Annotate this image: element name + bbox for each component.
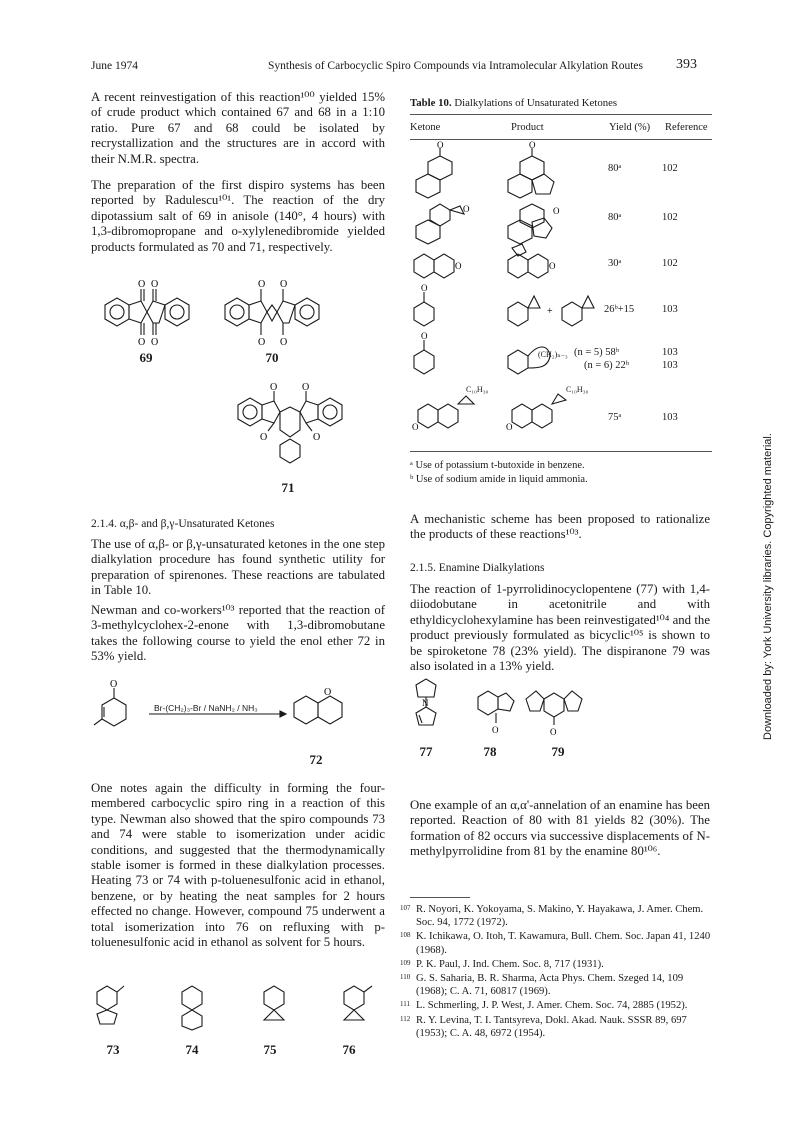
reference-list (400, 903, 712, 1040)
svg-text:O: O (138, 337, 146, 348)
table-caption: Dialkylations of Unsaturated Ketones (454, 97, 618, 109)
svg-text:O: O (437, 140, 444, 150)
paragraph-dispiro: The preparation of the first dispiro systems has been reported by Radulescu¹⁰¹. The reaction of the dry dipotassium salt of 69 in anisole (140°, 4 hours) with 1,3-dibromopropane and o-xylylenedibromide yielded products formulated as 70 and 71, respectively. (91, 178, 385, 254)
table-row5-yield2: (n = 6) 22ᵇ (584, 360, 630, 371)
paragraph-annelation: One example of an α,α'-annelation of an enamine has been reported. Reaction of 80 with 81 yields 82 (30%). The formation of 82 occurs via successive displacements of N-methylpyrrolidine from 81 by the enamine 80¹⁰⁶. (410, 798, 710, 859)
reference-text: R. Noyori, K. Yokoyama, S. Makino, Y. Hayakawa, J. Amer. Chem. Soc. 94, 1772 (1972). (416, 904, 704, 929)
table-rule-bottom (410, 451, 712, 452)
svg-text:O: O (529, 140, 536, 150)
table-header-yield: Yield (%) (609, 122, 651, 133)
table-row5-ref: 103 (662, 347, 678, 358)
table-row4-ref: 103 (662, 304, 678, 315)
compound-label-74: 74 (185, 1042, 199, 1057)
compound-label-73: 73 (106, 1042, 120, 1057)
table-footnote-a: ᵃ Use of potassium t-butoxide in benzene. (410, 460, 585, 471)
compound-label-70: 70 (265, 350, 279, 365)
svg-text:O: O (280, 279, 288, 290)
svg-text:O: O (110, 679, 118, 690)
table-row3-yield: 30ᵃ (608, 258, 622, 269)
paragraph-spirenones: The use of α,β- or β,γ-unsaturated ketones in the one step dialkylation procedure has found synthetic utility for preparation of spirenones. These reactions are tabulated in Table 10. (91, 537, 385, 598)
compound-label-69: 69 (139, 350, 153, 365)
table-row5-yield: (n = 5) 58ᵇ (574, 347, 620, 358)
reference-number: 107 (400, 904, 411, 912)
table-header-product: Product (511, 122, 544, 133)
table-structures (408, 140, 608, 438)
reference-text: L. Schmerling, J. P. West, J. Amer. Chem. Soc. 74, 2885 (1952). (416, 1000, 688, 1012)
paragraph-enamine: The reaction of 1-pyrrolidinocyclopentene (77) with 1,4-diiodobutane in acetonitrile and with ethyldicyclohexylamine has been reinvestigated¹⁰⁴ and the product previously formulated as bicyclic¹⁰⁵ is shown to be spiroketone 78 (23% yield). The dispiranone 79 was also isolated in a 13% yield. (410, 582, 710, 674)
reference-111 (400, 999, 712, 1012)
paragraph-isomerization: One notes again the difficulty in forming the four-membered carbocyclic spiro ring in a reaction of this type. Newman also showed that the spiro compounds 73 and 74 were stable to isomerization under acidic conditions, and suggested that the thermodynamically stable isomer is formed in these dialkylation processes. Heating 73 or 74 with p-toluenesulfonic acid in ethanol, benzene, or by heating the neat samples for 2 hours effected no change. However, compound 75 underwent a total isomerization into 76 on refluxing with p-toluenesulfonic acid in ethanol as solvent for 5 hours. (91, 781, 385, 950)
reference-text: G. S. Saharia, B. R. Sharma, Acta Phys. Chem. Szeged 14, 109 (1968); C. A. 71, 60817 (1969). (416, 973, 684, 998)
compound-label-78: 78 (483, 744, 497, 759)
compound-label-76: 76 (342, 1042, 356, 1057)
svg-text:O: O (412, 422, 419, 432)
paragraph-reinvestigation: A recent reinvestigation of this reaction¹⁰⁰ yielded 15% of crude product which contained 67 and 68 in a 1:10 ratio. Pure 67 and 68 could be isolated by recrystallization and the structures are in accord with their N.M.R. spectra. (91, 90, 385, 166)
section-heading-enamine: 2.1.5. Enamine Dialkylations (410, 562, 545, 574)
svg-text:O: O (151, 279, 159, 290)
reaction-reagent: Br-(CH₂)₃-Br / NaNH₂ / NH₃ (154, 703, 258, 713)
running-date: June 1974 (91, 60, 138, 72)
svg-text:O: O (313, 432, 321, 443)
svg-text:O: O (463, 204, 470, 214)
table-row5-ref2: 103 (662, 360, 678, 371)
table-substituent-product: C₁₀H₃₀ (566, 385, 589, 394)
svg-text:O: O (455, 261, 462, 271)
compound-label-75: 75 (263, 1042, 277, 1057)
table-rule-header (410, 139, 712, 140)
table-row1-yield: 80ᵃ (608, 163, 622, 174)
svg-text:O: O (506, 422, 513, 432)
svg-text:O: O (270, 382, 278, 393)
table-row6-yield: 75ᵃ (608, 412, 622, 423)
svg-text:O: O (258, 337, 266, 348)
reference-107 (400, 903, 712, 929)
table-row6-ref: 103 (662, 412, 678, 423)
svg-text:O: O (550, 727, 557, 737)
reference-number: 108 (400, 931, 411, 940)
reference-number: 111 (400, 1000, 410, 1009)
svg-text:O: O (258, 279, 266, 290)
page-number: 393 (676, 57, 697, 72)
table-footnote-b: ᵇ Use of sodium amide in liquid ammonia. (410, 474, 588, 485)
reference-108 (400, 930, 712, 956)
reference-text: P. K. Paul, J. Ind. Chem. Soc. 8, 717 (1931). (416, 958, 604, 970)
running-title: Synthesis of Carbocyclic Spiro Compounds via Intramolecular Alkylation Routes (268, 60, 643, 72)
svg-text:+: + (547, 306, 553, 317)
table-row3-ref: 102 (662, 258, 678, 269)
reference-110 (400, 972, 712, 998)
table-rule-top (410, 114, 712, 115)
compound-label-79: 79 (551, 744, 565, 759)
reference-text: R. Y. Levina, T. I. Tantsyreva, Dokl. Akad. Nauk. SSSR 89, 697 (1953); C. A. 48, 6972 (1954). (416, 1014, 687, 1039)
section-heading-unsaturated: 2.1.4. α,β- and β,γ-Unsaturated Ketones (91, 518, 275, 530)
svg-text:O: O (549, 261, 556, 271)
table-chain-label: (CH₂)ₙ₋₃ (538, 350, 568, 359)
reference-109 (400, 958, 712, 971)
structure-71 (230, 382, 360, 495)
table-row2-yield: 80ᵃ (608, 212, 622, 223)
svg-text:O: O (138, 279, 146, 290)
table-row2-ref: 102 (662, 212, 678, 223)
svg-text:O: O (492, 725, 499, 735)
compound-label-77: 77 (419, 744, 433, 759)
svg-text:O: O (553, 206, 560, 216)
paragraph-mechanism: A mechanistic scheme has been proposed to rationalize the products of these reactions¹⁰³. (410, 512, 710, 542)
paragraph-newman: Newman and co-workers¹⁰³ reported that the reaction of 3-methylcyclohex-2-enone with 1,3-dibromobutane takes the following course to yield the enol ether 72 in 53% yield. (91, 603, 385, 664)
svg-text:N: N (422, 698, 429, 708)
table-title-number: Table 10. (410, 97, 452, 109)
reaction-scheme-72 (92, 679, 392, 753)
footnote-rule (410, 897, 470, 898)
svg-text:O: O (421, 331, 428, 341)
download-notice: Downloaded by: York University libraries. Copyrighted material. (762, 433, 774, 740)
table-header-reference: Reference (665, 122, 708, 133)
svg-text:O: O (260, 432, 268, 443)
svg-text:O: O (302, 382, 310, 393)
svg-text:O: O (421, 283, 428, 293)
compound-label-71: 71 (281, 480, 295, 495)
svg-text:O: O (280, 337, 288, 348)
reference-text: K. Ichikawa, O. Itoh, T. Kawamura, Bull. Chem. Soc. Japan 41, 1240 (1968). (416, 931, 711, 956)
table-title (410, 97, 617, 109)
table-row1-ref: 102 (662, 163, 678, 174)
table-row4-yield: 26ᵇ+15 (604, 304, 635, 315)
table-header-ketone: Ketone (410, 122, 441, 133)
structures-73-76 (92, 978, 392, 1033)
reference-112 (400, 1014, 712, 1040)
svg-text:O: O (324, 687, 332, 698)
reference-number: 109 (400, 958, 411, 967)
compound-label-72: 72 (309, 752, 323, 767)
reference-number: 112 (400, 1014, 411, 1023)
reference-number: 110 (400, 973, 411, 982)
table-substituent-ketone: C₁₀H₃₀ (466, 385, 489, 394)
svg-text:O: O (151, 337, 159, 348)
